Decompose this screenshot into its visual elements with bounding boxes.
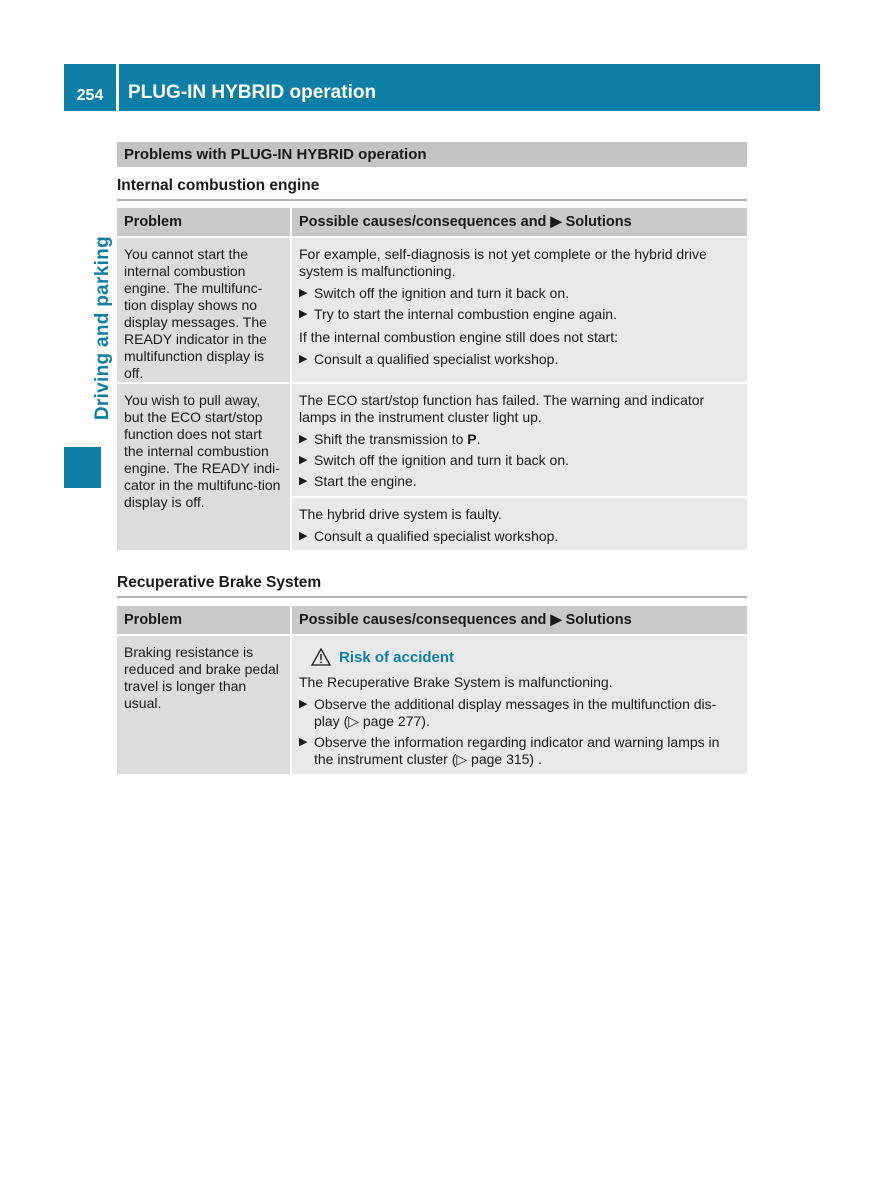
problem-cell: You wish to pull away, but the ECO start/stop function does not start the internal combustion engine. The READY indi-cator in the multifunc-tion display is off. [117,384,290,550]
arrow-icon: ▶ [299,287,308,299]
cause-text: The Recuperative Brake System is malfunctioning. [299,674,613,690]
arrow-icon: ▶ [299,698,308,710]
list-item: ▶ Start the engine. [299,473,417,489]
arrow-icon: ▶ [299,736,308,748]
list-item: ▶ Switch off the ignition and turn it back on. [299,285,570,301]
note-text: If the internal combustion engine still does not start: [299,329,619,345]
arrow-icon: ▶ [299,530,308,542]
column-header-solutions: Possible causes/consequences and ▶ Solutions [292,606,747,634]
list-item: ▶ Shift the transmission to P. [299,431,481,447]
table1-heading: Internal combustion engine [117,177,747,201]
table-row [117,384,747,550]
list-item: ▶ Observe the additional display messages in the multifunction dis-play (▷ page 277). [299,696,717,729]
list-item: ▶ Observe the information regarding indicator and warning lamps in the instrument cluster (▷ page 315) . [299,734,720,767]
table-header-row [117,208,747,236]
solution-cell [292,238,747,382]
list-item: ▶ Consult a qualified specialist workshop. [299,351,559,367]
page-number: 254 [76,87,104,104]
column-header-problem: Problem [117,606,290,634]
table-row [117,636,747,774]
list-item: ▶ Consult a qualified specialist workshop. [299,528,559,544]
arrow-icon: ▶ [299,433,308,445]
table2-heading: Recuperative Brake System [117,574,747,598]
warning-heading: Risk of accident [311,648,740,666]
list-item: ▶ Switch off the ignition and turn it back on. [299,452,570,468]
cause-text: The ECO start/stop function has failed. The warning and indicator lamps in the instrument cluster light up. [299,392,705,425]
arrow-icon: ▶ [299,308,308,320]
column-header-solutions: Possible causes/consequences and ▶ Solutions [292,208,747,236]
problem-cell: You cannot start the internal combustion engine. The multifunc-tion display shows no display messages. The READY indicator in the multifunction display is off. [117,238,290,382]
cause-text: For example, self-diagnosis is not yet complete or the hybrid drive system is malfunctioning. [299,246,707,279]
warning-triangle-icon [311,648,331,666]
table-recuperative-brake-system [117,606,747,774]
cause-text: The hybrid drive system is faulty. [299,506,502,522]
list-item: ▶ Try to start the internal combustion engine again. [299,306,617,322]
solution-cell [292,384,747,496]
header-divider [116,64,119,111]
arrow-icon: ▶ [299,353,308,365]
solution-cell [292,498,747,550]
table-header-row [117,606,747,634]
arrow-icon: ▶ [299,475,308,487]
table-row [117,238,747,382]
arrow-icon: ▶ [299,454,308,466]
solution-cell [292,636,747,774]
problem-cell: Braking resistance is reduced and brake pedal travel is longer than usual. [117,636,290,774]
column-header-problem: Problem [117,208,290,236]
section-title: Problems with PLUG-IN HYBRID operation [117,142,747,167]
table-internal-combustion-engine [117,208,747,550]
page-title: PLUG-IN HYBRID operation [128,82,377,103]
chapter-tab-label: Driving and parking [92,236,113,421]
